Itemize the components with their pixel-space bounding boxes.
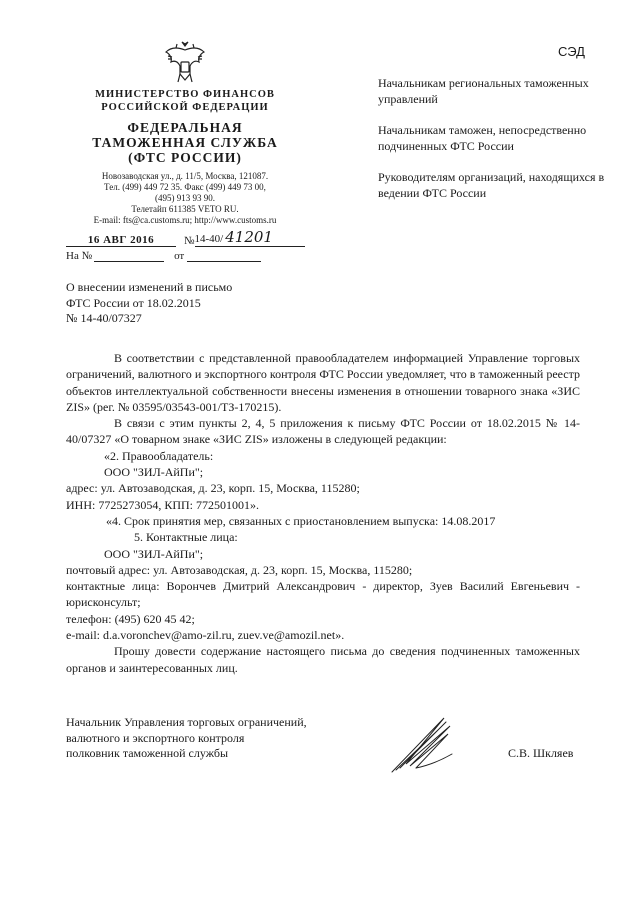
coat-of-arms-emblem xyxy=(162,40,208,86)
body-line-term: «4. Срок принятия мер, связанных с приостановлением выпуска: 14.08.2017 xyxy=(106,513,496,528)
sender-letterhead xyxy=(40,88,330,226)
body-line-contact-persons: контактные лица: Ворончев Дмитрий Александрович - директор, Зуев Василий Евгеньевич - юрисконсульт; xyxy=(66,579,580,610)
service-name-line1: ФЕДЕРАЛЬНАЯ xyxy=(127,120,243,135)
body-line-email: e-mail: d.a.voronchev@amo-zil.ru, zuev.ve@amozil.net». xyxy=(66,628,345,643)
ministry-name-line2: РОССИЙСКОЙ ФЕДЕРАЦИИ xyxy=(101,102,269,113)
body-paragraph-1: В соответствии с представленной правообладателем информацией Управление торговых ограничений, валютного и экспортного контроля ФТС России уведомляет, что в таможенный реестр объектов интеллектуальной собственности внесены изменения в отношении товарного знака «ЗИС ZIS» (рег. № 03595/03543-001/ТЗ-170215). xyxy=(66,351,580,414)
registration-number-prefix: 14-40/ xyxy=(194,233,224,245)
body-line-contacts: 5. Контактные лица: xyxy=(134,530,238,545)
reference-date-blank xyxy=(187,249,261,262)
body-paragraph-3: Прошу довести содержание настоящего письма до сведения подчиненных таможенных органов и заинтересованных лиц. xyxy=(66,644,580,675)
body-paragraph-2: В связи с этим пункты 2, 4, 5 приложения к письму ФТС России от 18.02.2015 № 14-40/07327 «О товарном знаке «ЗИС ZIS» изложены в следующей редакции: xyxy=(66,416,580,447)
document-mark: СЭД xyxy=(558,44,585,59)
body-line-rightholder: «2. Правообладатель: xyxy=(104,448,214,463)
registration-number-handwritten: 41201 xyxy=(225,228,273,246)
subject-line-2: ФТС России от 18.02.2015 xyxy=(66,295,201,310)
handwritten-signature xyxy=(386,708,456,780)
recipient-1: Начальникам региональных таможенных управлений xyxy=(378,76,589,106)
recipient-2: Начальникам таможен, непосредственно подчиненных ФТС России xyxy=(378,123,587,153)
body-line-phone: телефон: (495) 620 45 42; xyxy=(66,611,195,626)
signatory-name: С.В. Шкляев xyxy=(508,746,574,760)
reference-date-label: от xyxy=(174,250,185,262)
ministry-name-line1: МИНИСТЕРСТВО ФИНАНСОВ xyxy=(95,89,275,100)
body-line-address: адрес: ул. Автозаводская, д. 23, корп. 15, Москва, 115280; xyxy=(66,481,360,496)
registration-number-label: № xyxy=(184,235,195,247)
registration-date: 16 АВГ 2016 xyxy=(66,234,176,247)
reference-number-label: На № xyxy=(66,250,93,262)
subject-line-1: О внесении изменений в письмо xyxy=(66,280,233,294)
letter-subject xyxy=(66,280,316,327)
sender-teletype: Телетайп 611385 VETO RU. xyxy=(131,204,239,214)
body-line-postal-address: почтовый адрес: ул. Автозаводская, д. 23, корп. 15, Москва, 115280; xyxy=(66,562,413,577)
registration-number xyxy=(195,228,305,247)
sender-phone: Тел. (499) 449 72 35. Факс (499) 449 73 00, xyxy=(104,182,266,192)
signatory-line-3: полковник таможенной службы xyxy=(66,746,229,760)
recipient-3: Руководителям организаций, находящихся в ведении ФТС России xyxy=(378,170,605,200)
body-line-company: ООО "ЗИЛ-АйПи"; xyxy=(104,465,204,480)
letter-body xyxy=(66,350,580,676)
sender-phone-2: (495) 913 93 90. xyxy=(155,193,215,203)
service-name-line3: (ФТС РОССИИ) xyxy=(128,150,242,165)
signatory-line-2: валютного и экспортного контроля xyxy=(66,730,245,745)
reference-line xyxy=(66,249,261,262)
registration-line xyxy=(66,228,305,247)
reference-number-blank xyxy=(94,249,164,262)
signatory-position xyxy=(66,715,366,762)
service-name-line2: ТАМОЖЕННАЯ СЛУЖБА xyxy=(92,135,278,150)
body-line-company-2: ООО "ЗИЛ-АйПи"; xyxy=(104,546,204,561)
sender-address: Новозаводская ул., д. 11/5, Москва, 121087. xyxy=(101,171,269,181)
body-line-inn: ИНН: 7725273054, КПП: 772501001». xyxy=(66,497,260,512)
subject-line-3: № 14-40/07327 xyxy=(66,311,142,325)
sender-email: E-mail: fts@ca.customs.ru; http://www.customs.ru xyxy=(93,215,277,225)
recipients-block xyxy=(378,76,608,217)
signatory-line-1: Начальник Управления торговых ограничений, xyxy=(66,715,307,729)
